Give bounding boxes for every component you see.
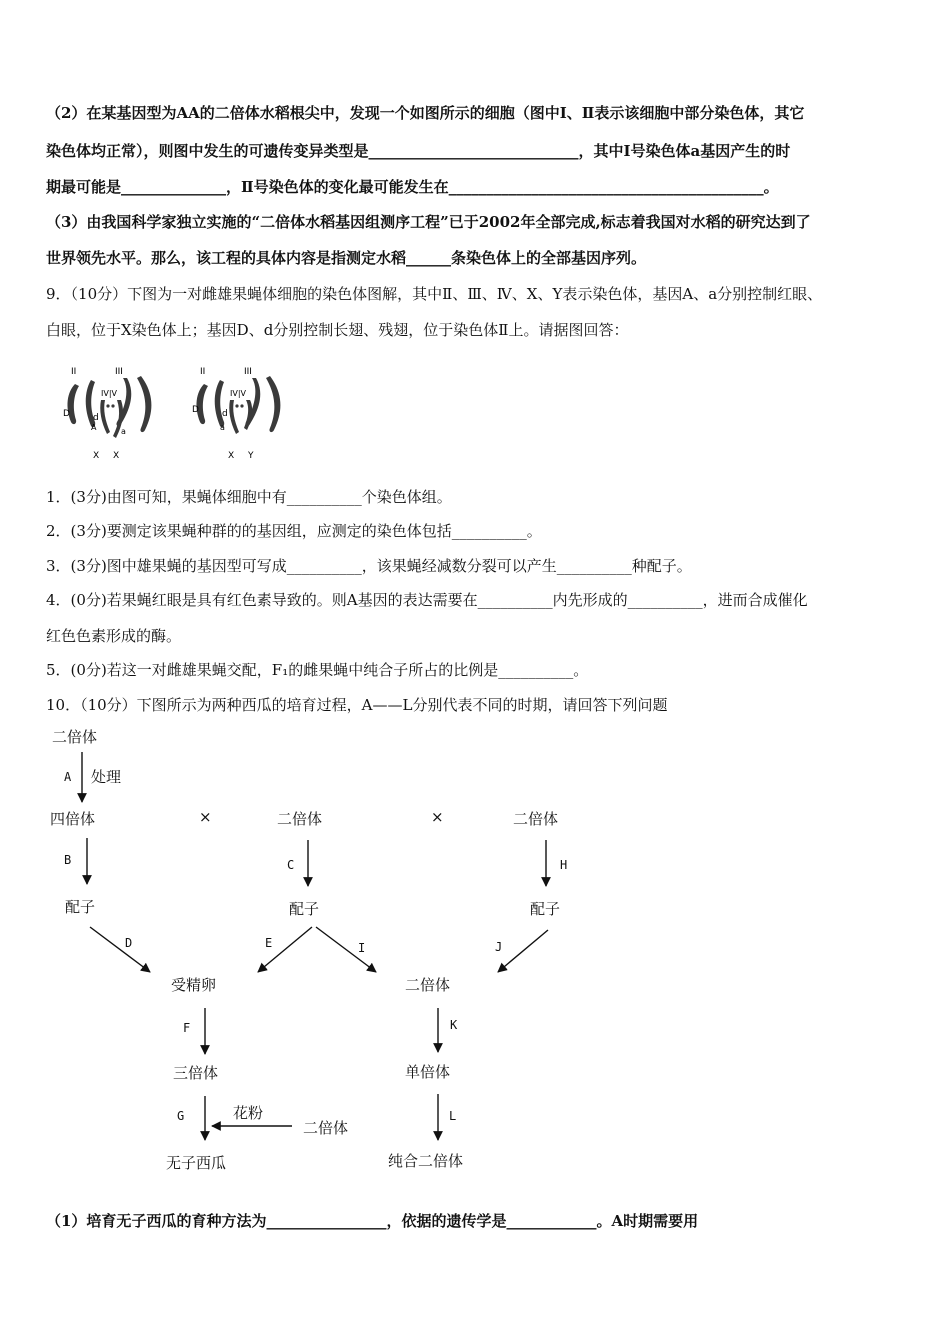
node-haploid: 单倍体 <box>405 1063 451 1081</box>
chromosome-iii-right <box>137 376 151 432</box>
arrow-i <box>316 927 376 972</box>
female-label-iv: IV|V <box>101 389 117 398</box>
female-label-x1: X <box>93 451 100 461</box>
node-diploid-top: 二倍体 <box>52 728 98 746</box>
node-diploid-center: 二倍体 <box>405 976 451 994</box>
male-chromosome-figure <box>184 362 304 462</box>
female-label-d-lower: d <box>93 413 99 423</box>
male-label-iv: IV|V <box>230 389 246 398</box>
node-gamete-left: 配子 <box>65 898 96 916</box>
node-diploid-pollen: 二倍体 <box>303 1119 349 1137</box>
male-label-d-upper: D <box>192 405 199 415</box>
q9-sub-4a: 4．(0分)若果蝇红眼是具有红色素导致的。则A基因的表达需要在__________内先形成的__________，进而合成催化 <box>46 591 808 609</box>
chromosome-ii-right <box>215 380 224 427</box>
q9-sub-3: 3．(3分)图中雄果蝇的基因型可写成__________，该果蝇经减数分裂可以产生__________种配子。 <box>46 557 692 575</box>
female-chromosome-figure <box>55 362 175 462</box>
female-label-iii: III <box>115 367 123 377</box>
step-c: C <box>287 858 295 872</box>
q9-sub-2: 2．(3分)要测定该果蝇种群的的基因组，应测定的染色体包括__________。 <box>46 522 542 540</box>
female-label-a-lower: a <box>121 427 126 436</box>
node-diploid-right: 二倍体 <box>513 810 559 828</box>
q9-sub-1: 1．(3分)由图可知，果蝇体细胞中有__________个染色体组。 <box>46 488 452 506</box>
breeding-diagram-arrows <box>0 720 950 1180</box>
arrow-j <box>498 930 548 972</box>
male-label-iii: III <box>244 367 252 377</box>
q8-line-2: 染色体均正常），则图中发生的可遗传变异类型是____________________________，其中Ⅰ号染色体a基因产生的时 <box>46 142 791 160</box>
q9-sub-4b: 红色色素形成的酶。 <box>46 627 182 645</box>
cross-symbol-1: × <box>199 808 212 826</box>
female-label-d-upper: D <box>63 409 70 419</box>
q9-line-2: 白眼，位于X染色体上；基因D、d分别控制长翅、残翅，位于染色体Ⅱ上。请据图回答： <box>46 321 629 339</box>
step-j: J <box>495 940 503 954</box>
male-label-x: X <box>228 451 235 461</box>
q8-line-5: 世界领先水平。那么，该工程的具体内容是指测定水稻______条染色体上的全部基因序列。 <box>46 249 647 267</box>
node-gamete-right: 配子 <box>530 900 561 918</box>
male-label-a: a <box>220 423 225 432</box>
node-tetraploid: 四倍体 <box>50 810 96 828</box>
cross-symbol-2: × <box>431 808 444 826</box>
step-g: G <box>177 1109 185 1123</box>
node-zygote: 受精卵 <box>171 976 217 994</box>
step-l: L <box>449 1109 457 1123</box>
male-label-d-lower: d <box>222 409 228 419</box>
node-homozygous-diploid: 纯合二倍体 <box>388 1152 464 1170</box>
step-e: E <box>265 936 273 950</box>
step-d: D <box>125 936 133 950</box>
q9-sub-5: 5．(0分)若这一对雌雄果蝇交配，F₁的雌果蝇中纯合子所占的比例是__________。 <box>46 661 589 679</box>
chromosome-iii-right <box>266 376 280 432</box>
node-diploid-mid: 二倍体 <box>277 810 323 828</box>
step-a: A <box>64 770 72 784</box>
q8-line-1: （2）在某基因型为AA的二倍体水稻根尖中，发现一个如图所示的细胞（图中Ⅰ、Ⅱ表示该细胞中部分染色体，其它 <box>46 104 805 122</box>
female-label-ii: II <box>71 367 77 377</box>
male-label-y: Y <box>248 451 254 461</box>
node-triploid: 三倍体 <box>173 1064 219 1082</box>
q10-sub-1: （1）培育无子西瓜的育种方法为________________，依据的遗传学是____________。A时期需要用 <box>46 1212 699 1230</box>
arrow-d <box>90 927 150 972</box>
node-gamete-mid: 配子 <box>289 900 320 918</box>
node-seedless-watermelon: 无子西瓜 <box>166 1154 227 1172</box>
step-b: B <box>64 853 72 867</box>
label-treatment: 处理 <box>91 768 122 786</box>
q9-line-1: 9．（10分）下图为一对雌雄果蝇体细胞的染色体图解，其中Ⅱ、Ⅲ、Ⅳ、X、Y表示染色体，基因A、a分别控制红眼、 <box>46 285 823 303</box>
female-label-x2: X <box>113 451 120 461</box>
step-k: K <box>450 1018 458 1032</box>
chromosome-y <box>244 400 252 430</box>
q8-line-3: 期最可能是______________，Ⅱ号染色体的变化最可能发生在__________________________________________。 <box>46 178 779 196</box>
step-f: F <box>183 1021 191 1035</box>
female-label-a-upper: A <box>91 423 97 432</box>
step-i: I <box>358 941 366 955</box>
male-label-ii: II <box>200 367 206 377</box>
step-h: H <box>560 858 568 872</box>
label-pollen: 花粉 <box>233 1104 264 1122</box>
q10-title: 10．（10分）下图所示为两种西瓜的培育过程，A——L分别代表不同的时期，请回答下列问题 <box>46 696 668 714</box>
q8-line-4: （3）由我国科学家独立实施的“二倍体水稻基因组测序工程”已于2002年全部完成,标志着我国对水稻的研究达到了 <box>46 213 811 231</box>
